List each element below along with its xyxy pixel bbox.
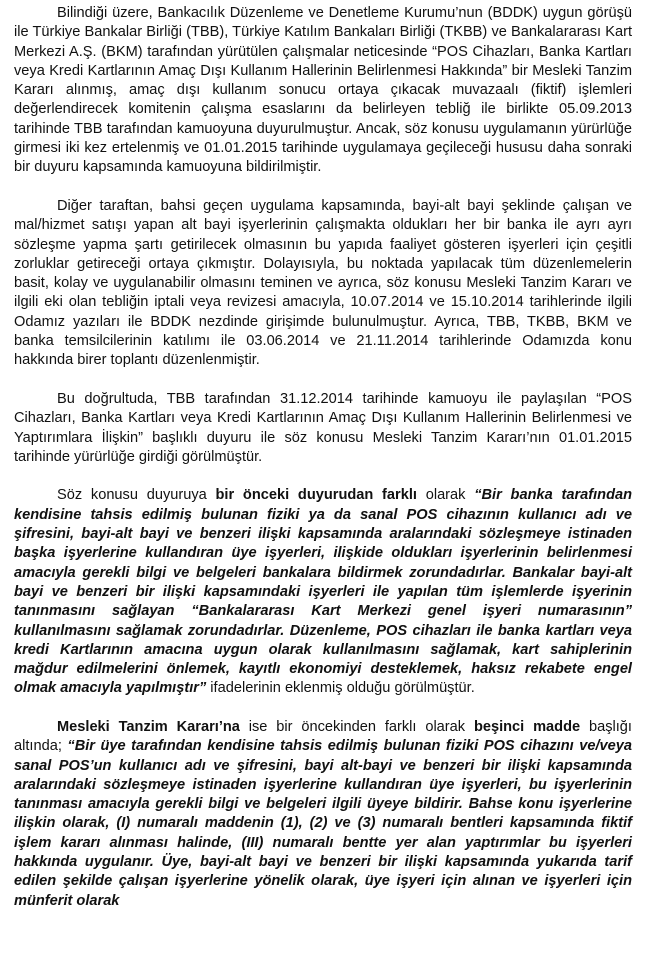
quoted-announcement-text: “Bir banka tarafından kendisine tahsis edilmiş bulunan fiziki ya da sanal POS cihazının kullanıcı adı ve şifresini, bayi-alt bayi ve benzeri ilişki kapsamında aralarındaki sözleşmeye istinaden başka işyerlerine kullandıran üye işyerleri, ilişkide oldukları işyerlerinin belirlenmesi amacıyla gerekli bilgi ve belgeleri bankalara bildirmek zorundadırlar. Bankalar bayi-alt bayi ve benzeri bir ilişki kapsamındaki işyerleri ile yapılan tüm işlemlerde işyerinin tanınmasını sağlayan “Bankalararası Kart Merkezi genel işyeri numarasının” kullanılmasını sağlamak zorundadırlar. Düzenleme, POS cihazları ile banka kartları veya kredi Kartlarının amacına uygun olarak kullanılmasını sağlamak, kart sahiplerinin mağdur edilmelerini önlemek, kayıtlı ekonomiyi desteklemek, haksız rekabete engel olmak amacıyla yapılmıştır” — [14, 487, 633, 697]
paragraph-mid-text: ise bir öncekinden farklı olarak — [239, 718, 474, 735]
paragraph-fifth-article — [14, 718, 632, 911]
quoted-article-text: “Bir üye tarafından kendisine tahsis edilmiş bulunan fiziki POS cihazını ve/veya sanal POS’un kullanıcı adı ve şifresini, bayi alt-bayi ve benzeri bir ilişki kapsamında aralarındaki sözleşmeye istinaden işyerlerine kullandıran üye işyerleri, bu işyerlerinin tanınması amacıyla gerekli bilgi ve belgeleri ilgili üyeye bildirir. Bahse konu işyerlerine ilişkin olarak, (I) numaralı maddenin (1), (2) ve (3) numaralı bentleri kapsamında fiktif işlem kararı alınması halinde, (III) numaralı bentte yer alan yaptırımlar bu işyerleri hakkında uygulanır. Üye, bayi-alt bayi ve benzeri bir ilişki kapsamında yukarıda tarif edilen şekilde çalışan işyerlerine yönelik olarak, üye işyeri için alınan ve işyerleri için münferit olarak — [14, 738, 632, 909]
emphasis-bold-text: bir önceki duyurudan farklı — [215, 487, 417, 504]
paragraph-announcement: Bu doğrultuda, TBB tarafından 31.12.2014 tarihinde kamuoyu ile paylaşılan “POS Cihazları, Banka Kartları veya Kredi Kartlarının Amaç Dışı Kullanım Hallerinin Belirlenmesi ve Yaptırımlara İlişkin” başlıklı duyuru ile söz konusu Mesleki Tanzim Kararı’nın 01.01.2015 tarihinde yürürlüğe girdiği görülmüştür. — [14, 390, 632, 465]
emphasis-fifth-article: beşinci madde — [473, 718, 581, 735]
paragraph-announcement-differences — [14, 486, 632, 698]
paragraph-outro-text: ifadelerinin eklenmiş olduğu görülmüştür. — [206, 680, 475, 697]
paragraph-background: Bilindiği üzere, Bankacılık Düzenleme ve Denetleme Kurumu’nun (BDDK) uygun görüşü ile Türkiye Bankalar Birliği (TBB), Türkiye Katılım Bankaları Birliği (TKBB) ve Bankalararası Kart Merkezi A.Ş. (BKM) tarafından yürütülen çalışmalar neticesinde “POS Cihazları, Banka Kartları veya Kredi Kartlarının Amaç Dışı Kullanım Hallerinin Belirlenmesi Hakkında” bir Mesleki Tanzim Kararı alınmış, amaç dışı kullanım sonucu ortaya çıkacak muvazaalı (fiktif) işlemleri değerlendirecek komitenin çalışma esaslarını da belirleyen tebliğ ile birlikte 05.09.2013 tarihinde TBB tarafından kamuoyuna duyurulmuştur. Ancak, söz konusu uygulamanın yürürlüğe girmesi iki kez ertelenmiş ve 01.01.2015 tarihinde uygulamaya geçileceği hususu daha sonraki bir duyuru kapsamında kamuoyuna bildirilmiştir. — [14, 5, 632, 176]
paragraph-initiatives: Diğer taraftan, bahsi geçen uygulama kapsamında, bayi-alt bayi şeklinde çalışan ve mal/hizmet satışı yapan alt bayi işyerlerinin çalışmakta oldukları her bir banka ile ayrı ayrı sözleşme yapma şartı getirilecek olmasının bu yapıda faaliyet gösteren işyerleri için çeşitli zorluklar getireceği ortaya çıkmıştır. Dolayısıyla, bu noktada yapılacak tüm düzenlemelerin basit, kolay ve uygulanabilir olmasını teminen ve ayrıca, söz konusu Mesleki Tanzim Kararı ve ilgili eki olan tebliğin iptali veya revizesi amacıyla, 10.07.2014 ve 15.10.2014 tarihlerinde ilgili Odamız yazıları ile BDDK nezdinde girişimde bulunulmuştur. Ayrıca, TBB, TKBB, BKM ve banka temsilcilerinin katılımı ile 03.06.2014 ve 21.11.2014 tarihlerinde Odamızda konu hakkında birer toplantı düzenlenmiştir. — [14, 197, 632, 369]
emphasis-decision-title: Mesleki Tanzim Kararı’na — [57, 718, 240, 735]
paragraph-mid-text: olarak — [416, 487, 475, 504]
document-page — [14, 4, 632, 911]
paragraph-mid-text: başlığı altında; — [14, 718, 632, 755]
paragraph-intro-text: Söz konusu duyuruya — [57, 487, 216, 504]
